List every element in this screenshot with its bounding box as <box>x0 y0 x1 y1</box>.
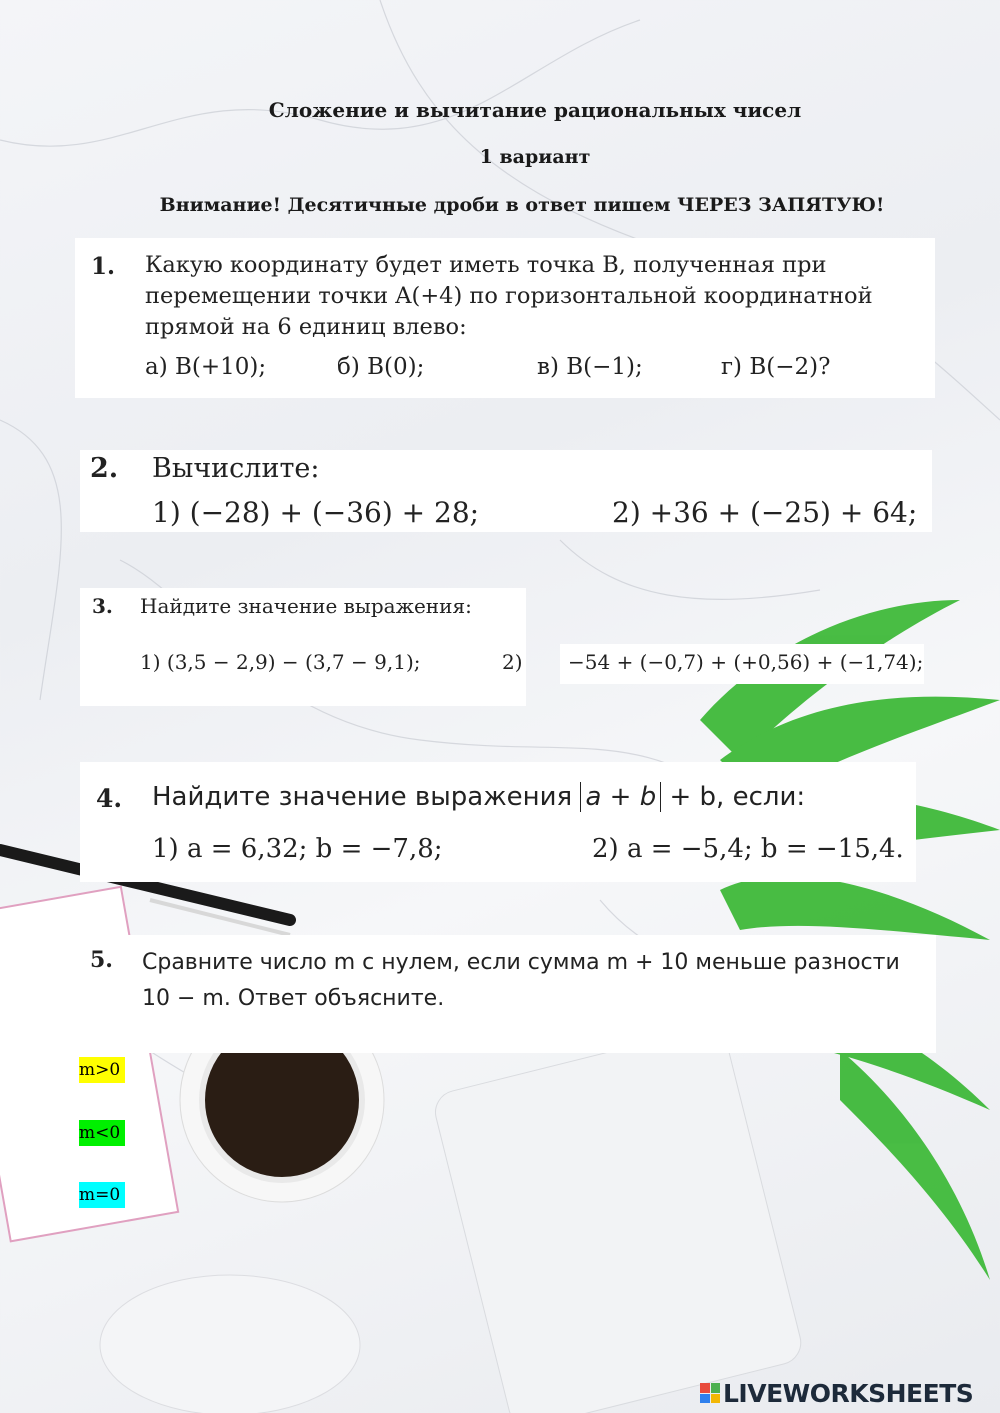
task-question <box>152 782 805 812</box>
keyboard-decoration <box>431 1024 806 1413</box>
task-number: 5. <box>90 947 113 973</box>
option-c: в) B(−1); <box>537 354 643 380</box>
task-question: Найдите значение выражения: <box>140 594 472 618</box>
expression-2: 2) +36 + (−25) + 64; <box>612 496 918 529</box>
task-3-expression-2-card <box>560 644 924 684</box>
mouse-decoration <box>100 1275 360 1413</box>
task-question: Какую координату будет иметь точка B, полученная при перемещении точки A(+4) по горизонтальной координатной прямой на 6 единиц влево: <box>145 252 873 340</box>
task-number: 2. <box>90 453 119 484</box>
expression-1: 1) a = 6,32; b = −7,8; <box>152 834 443 864</box>
expression-2-label: 2) <box>502 650 523 674</box>
answer-option-m-greater-zero[interactable]: m>0 <box>79 1057 125 1083</box>
absolute-value-expression: a + b <box>580 782 661 812</box>
task-number: 1. <box>91 253 116 280</box>
expression-2: −54 + (−0,7) + (+0,56) + (−1,74); <box>568 650 924 674</box>
expression-2: 2) a = −5,4; b = −15,4. <box>592 834 904 864</box>
liveworksheets-logo <box>700 1376 973 1410</box>
logo-square-4 <box>711 1394 721 1404</box>
option-b: б) B(0); <box>337 354 425 380</box>
task-question: Сравните число m с нулем, если сумма m + 10 меньше разности 10 − m. Ответ объясните. <box>142 950 900 1011</box>
answer-option-m-equals-zero[interactable]: m=0 <box>79 1182 125 1208</box>
expression-1: 1) (3,5 − 2,9) − (3,7 − 9,1); <box>140 650 421 674</box>
task-1-card <box>75 238 935 398</box>
answer-option-m-less-zero[interactable]: m<0 <box>79 1120 125 1146</box>
task-2-card <box>80 450 932 532</box>
logo-square-1 <box>700 1383 710 1393</box>
logo-icon <box>700 1383 720 1403</box>
variant-label: 1 вариант <box>479 146 591 168</box>
option-d: г) B(−2)? <box>721 354 831 380</box>
page-title: Сложение и вычитание рациональных чисел <box>268 98 802 122</box>
task-4-card <box>80 762 916 882</box>
logo-text: LIVEWORKSHEETS <box>723 1378 974 1408</box>
task-5-card <box>80 935 936 1053</box>
question-prefix: Найдите значение выражения <box>152 782 573 812</box>
task-3-card <box>80 588 526 706</box>
task-number: 3. <box>92 594 113 618</box>
option-a: а) B(+10); <box>145 354 267 380</box>
task-number: 4. <box>96 784 123 813</box>
logo-square-2 <box>711 1383 721 1393</box>
expression-1: 1) (−28) + (−36) + 28; <box>152 496 480 529</box>
question-suffix: + b, если: <box>669 782 806 812</box>
task-question: Вычислите: <box>152 453 320 484</box>
logo-square-3 <box>700 1394 710 1404</box>
warning-note: Внимание! Десятичные дроби в ответ пишем ЧЕРЕЗ ЗАПЯТУЮ! <box>159 194 885 216</box>
